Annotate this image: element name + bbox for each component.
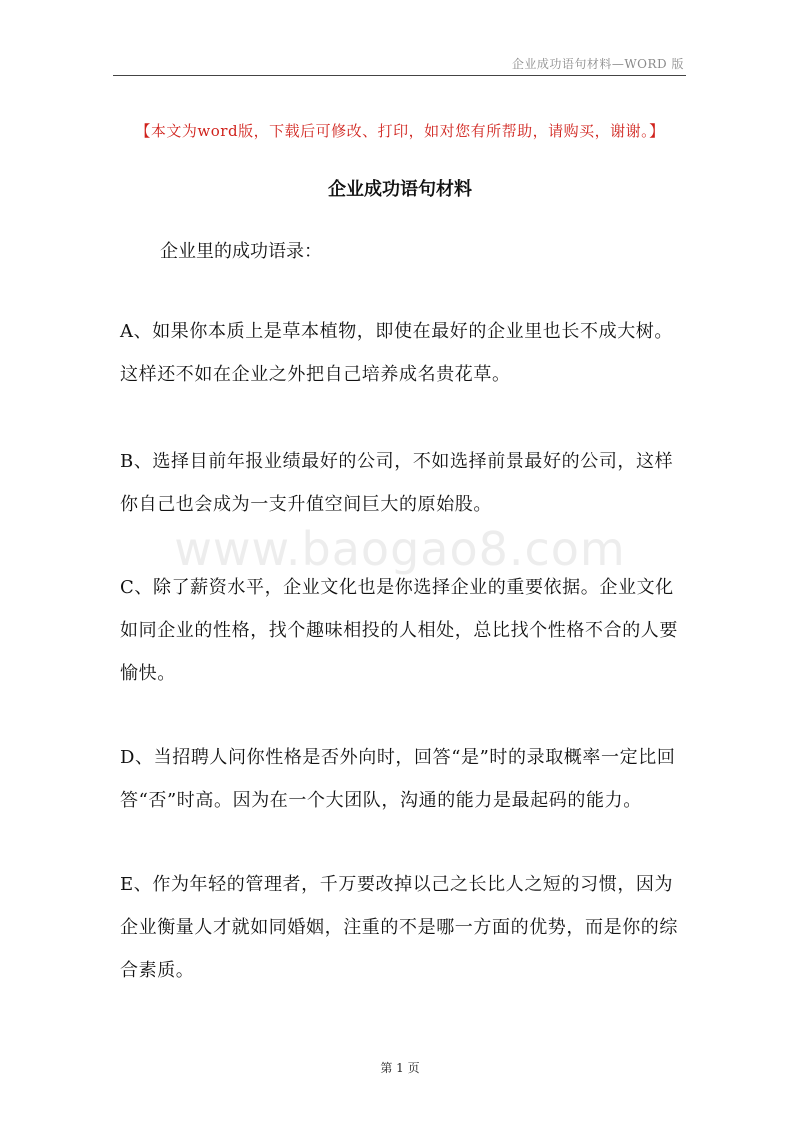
intro-line: 企业里的成功语录： bbox=[160, 241, 322, 262]
list-item: E、作为年轻的管理者，千万要改掉以己之长比人之短的习惯，因为企业衡量人才就如同婚姻，注重的不是哪一方面的优势，而是你的综合素质。 bbox=[120, 874, 678, 981]
list-item: D、当招聘人问你性格是否外向时，回答“是”时的录取概率一定比回答“否”时高。因为在一个大团队，沟通的能力是最起码的能力。 bbox=[120, 747, 676, 811]
purchase-notice: 【本文为word版，下载后可修改、打印，如对您有所帮助，请购买，谢谢。】 bbox=[135, 122, 665, 140]
document-title: 企业成功语句材料 bbox=[328, 179, 472, 200]
running-header: 企业成功语句材料—WORD 版 bbox=[511, 57, 684, 71]
list-item: B、选择目前年报业绩最好的公司，不如选择前景最好的公司，这样你自己也会成为一支升值空间巨大的原始股。 bbox=[120, 451, 674, 515]
page-number: 第 1 页 bbox=[380, 1061, 420, 1075]
watermark: www.baogao8.com bbox=[174, 522, 626, 576]
list-item: C、除了薪资水平，企业文化也是你选择企业的重要依据。企业文化如同企业的性格，找个趣味相投的人相处，总比找个性格不合的人要愉快。 bbox=[120, 577, 678, 684]
header-divider bbox=[113, 75, 686, 76]
list-item: A、如果你本质上是草本植物，即使在最好的企业里也长不成大树。这样还不如在企业之外把自己培养成名贵花草。 bbox=[120, 321, 673, 385]
